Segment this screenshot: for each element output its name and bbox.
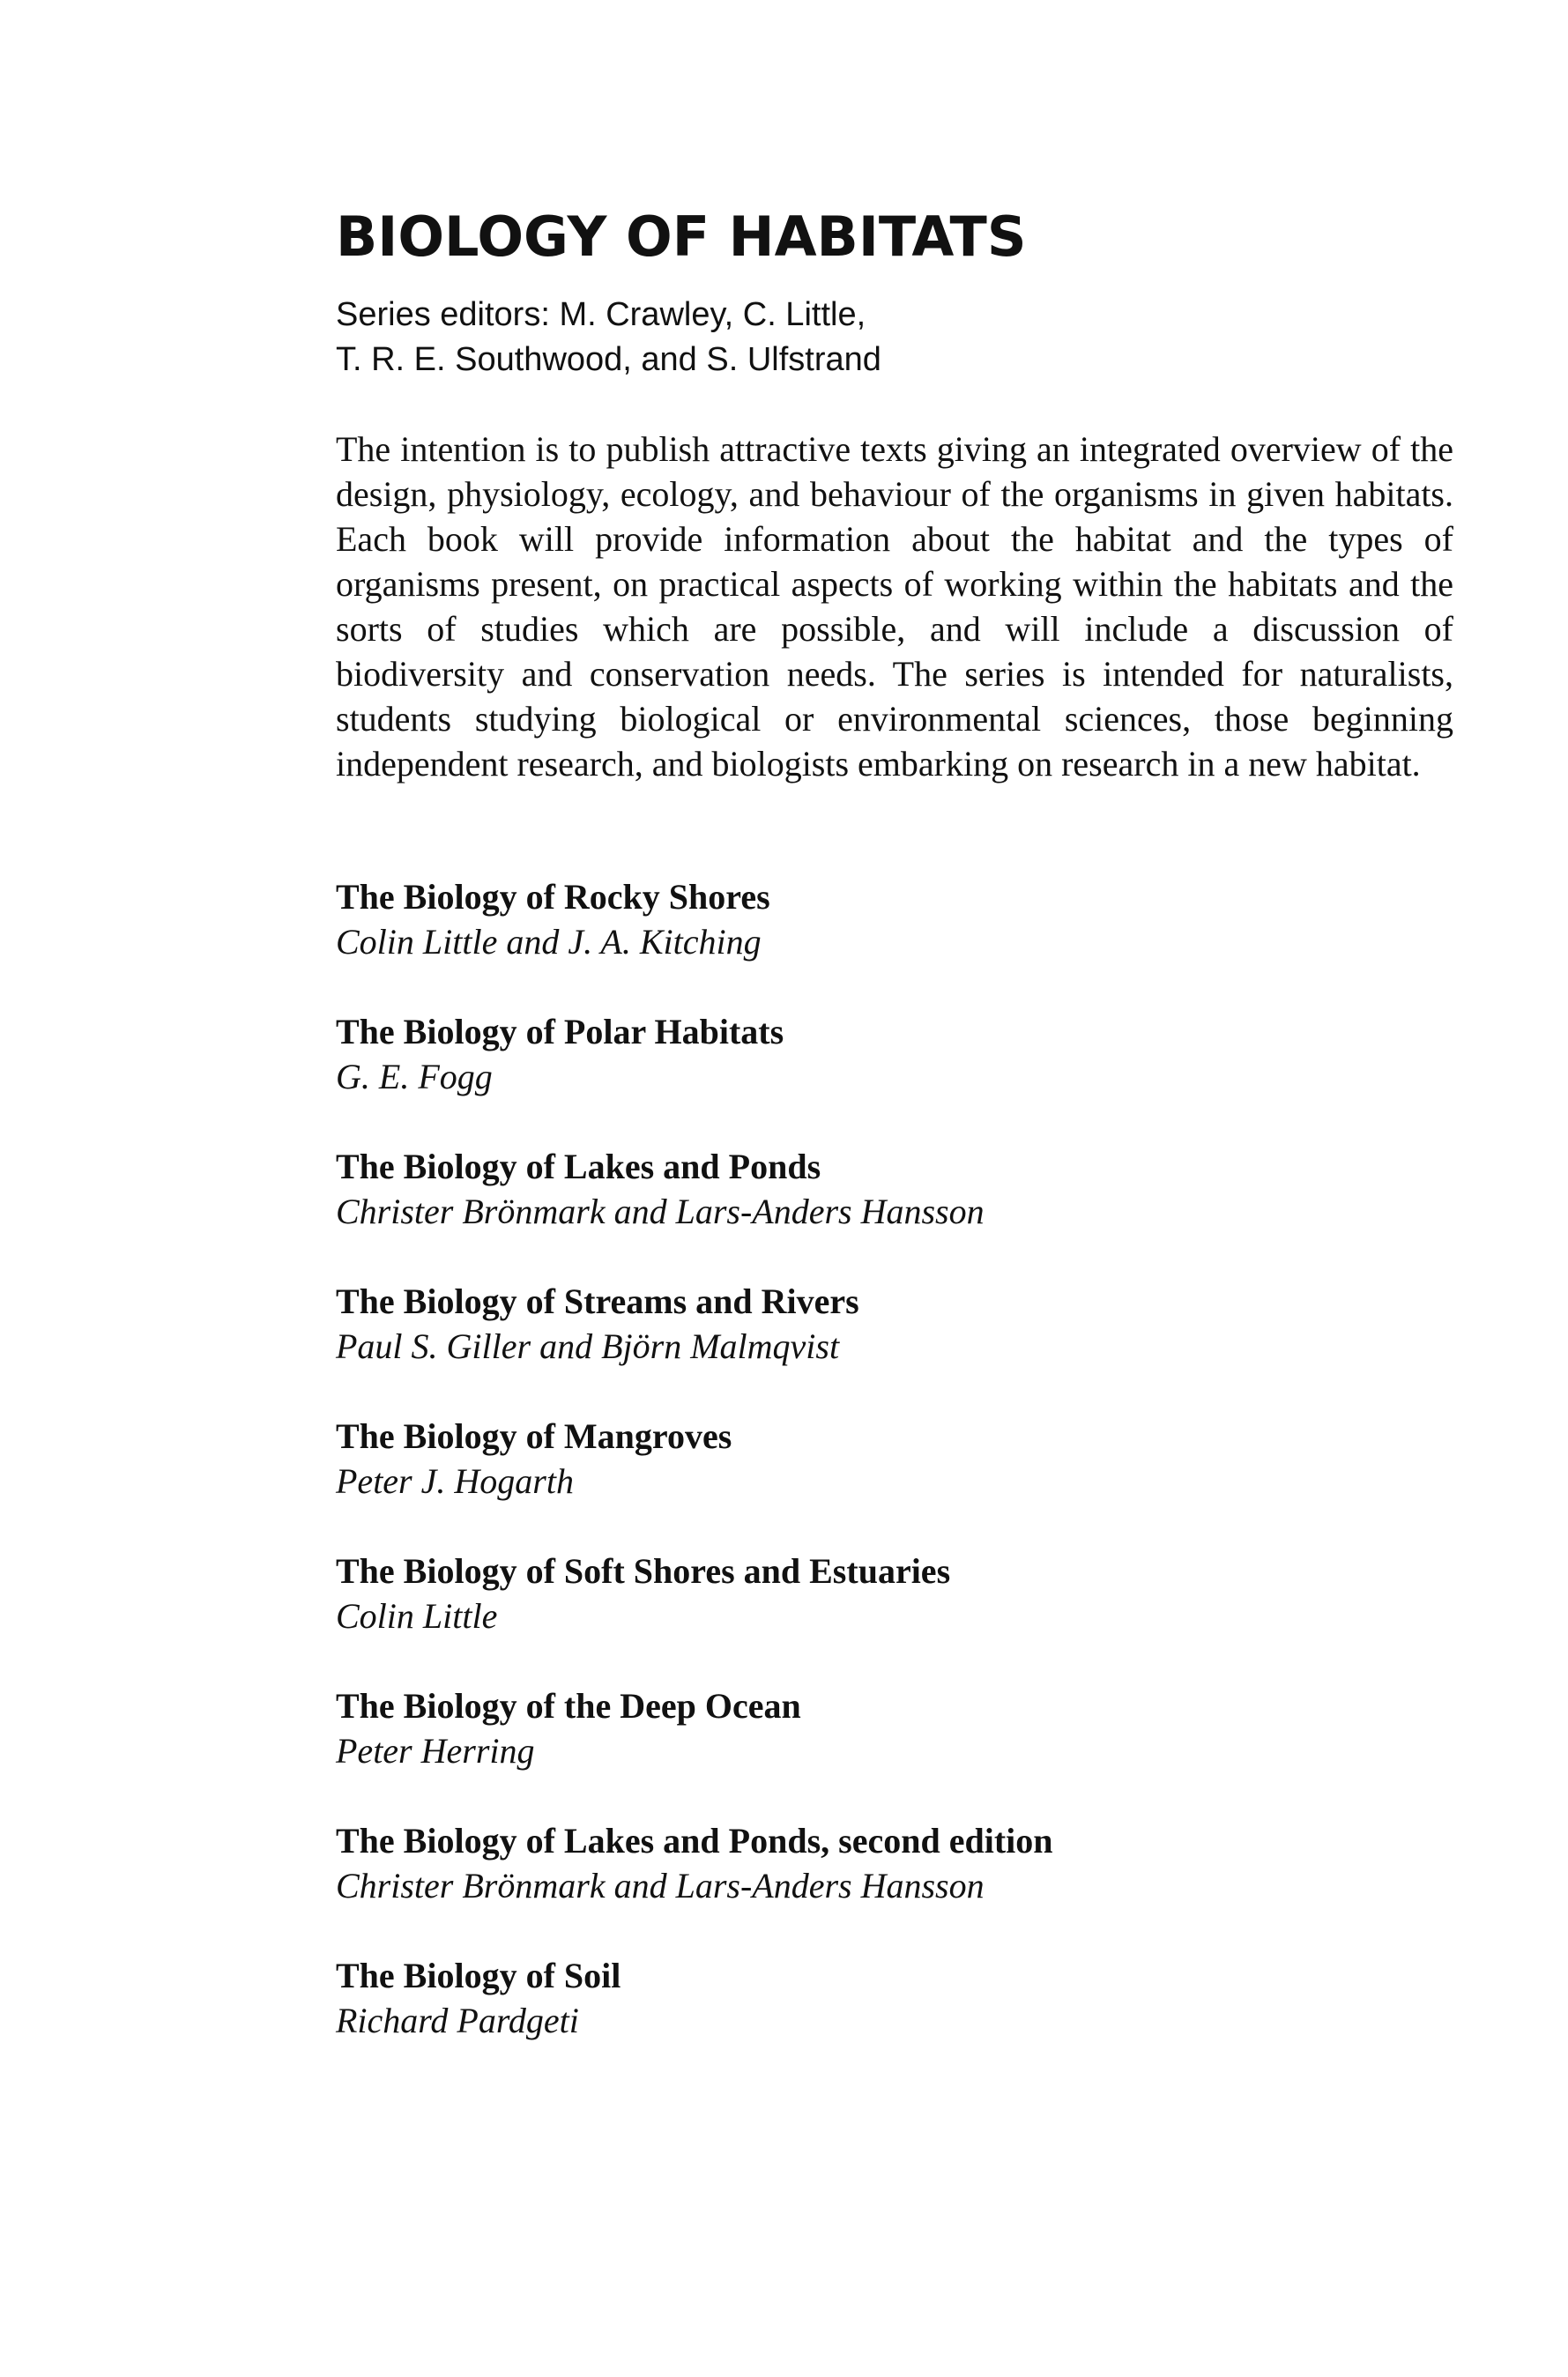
series-editors-line-1: Series editors: M. Crawley, C. Little,	[336, 296, 866, 333]
book-entry-mangroves	[336, 1414, 1453, 1504]
book-title: The Biology of the Deep Ocean	[336, 1686, 801, 1726]
book-title: The Biology of Rocky Shores	[336, 877, 770, 917]
series-title: BIOLOGY OF HABITATS	[336, 204, 1027, 269]
book-author: Colin Little	[336, 1596, 498, 1636]
book-title: The Biology of Mangroves	[336, 1416, 732, 1456]
book-title: The Biology of Soft Shores and Estuaries	[336, 1551, 951, 1591]
book-entry-lakes-and-ponds-2nd	[336, 1818, 1453, 1908]
book-author: G. E. Fogg	[336, 1057, 493, 1096]
book-entry-lakes-and-ponds	[336, 1144, 1453, 1234]
book-author: Christer Brönmark and Lars-Anders Hansson	[336, 1192, 985, 1231]
book-list	[336, 874, 1453, 2043]
book-entry-soft-shores	[336, 1549, 1453, 1638]
book-author: Colin Little and J. A. Kitching	[336, 922, 762, 962]
book-entry-deep-ocean	[336, 1683, 1453, 1773]
series-intro-paragraph: The intention is to publish attractive texts giving an integrated overview of the design, physiology, ecology, and behaviour of the organisms in given habitats. Each book will provide information about the habitat and the types of organisms present, on practical aspects of working within the habitats and the sorts of studies which are possible, and will include a discussion of biodiversity and conservation needs. The series is intended for naturalists, students studying biological or environmental sciences, those beginning independent research, and biologists embarking on research in a new habitat.	[336, 429, 1453, 784]
book-entry-streams-and-rivers	[336, 1279, 1453, 1369]
book-entry-polar-habitats	[336, 1009, 1453, 1099]
book-entry-rocky-shores	[336, 874, 1453, 964]
book-entry-soil	[336, 1953, 1453, 2043]
book-author: Peter J. Hogarth	[336, 1461, 574, 1501]
page-content	[336, 204, 1453, 2088]
book-author: Richard Pardgeti	[336, 2001, 579, 2040]
book-title: The Biology of Polar Habitats	[336, 1012, 784, 1051]
series-editors	[336, 293, 1453, 383]
book-title: The Biology of Lakes and Ponds	[336, 1147, 821, 1186]
book-author: Christer Brönmark and Lars-Anders Hansson	[336, 1866, 985, 1905]
book-author: Peter Herring	[336, 1731, 535, 1771]
book-title: The Biology of Lakes and Ponds, second edition	[336, 1821, 1053, 1861]
series-editors-line-2: T. R. E. Southwood, and S. Ulfstrand	[336, 341, 881, 378]
book-title: The Biology of Streams and Rivers	[336, 1281, 859, 1321]
book-author: Paul S. Giller and Björn Malmqvist	[336, 1326, 840, 1366]
book-title: The Biology of Soil	[336, 1956, 621, 1995]
